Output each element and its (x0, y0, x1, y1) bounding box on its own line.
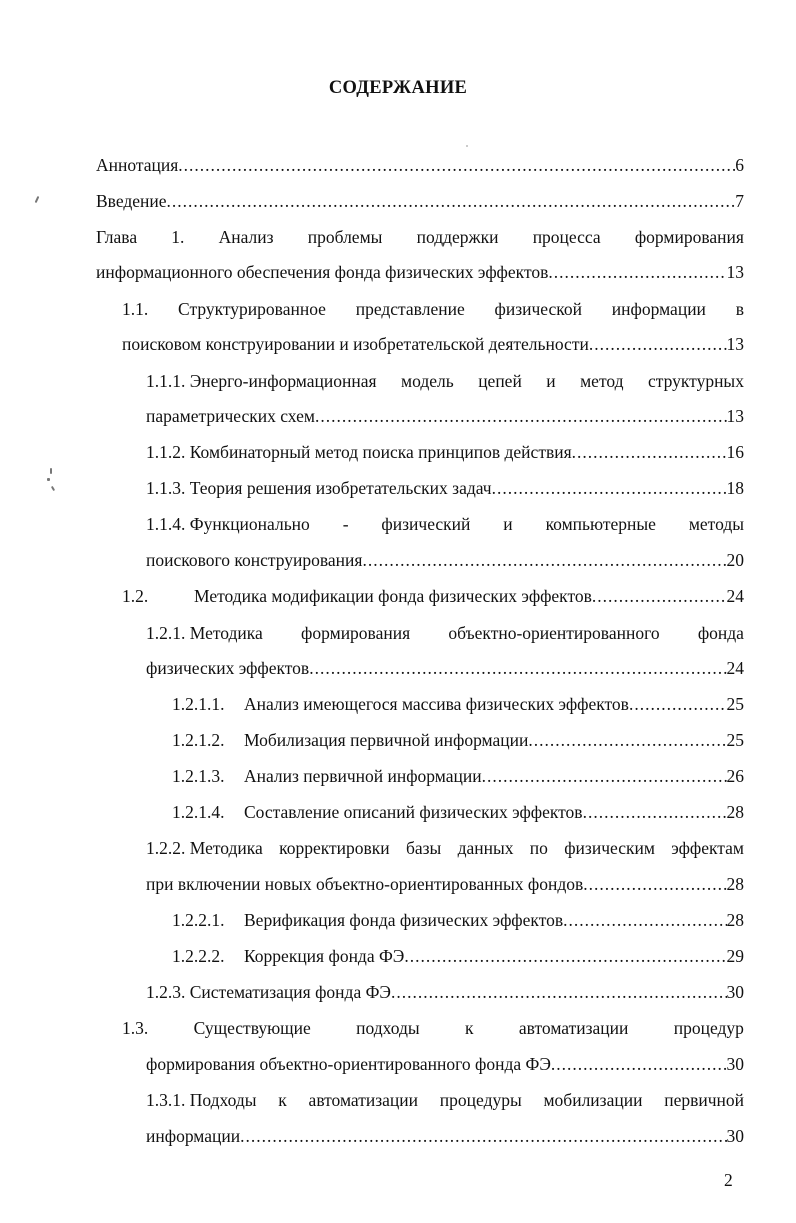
toc-leader (178, 152, 735, 178)
word: цепей (478, 371, 522, 391)
word: процесса (532, 227, 601, 247)
toc-entry-1-1-3[interactable] (146, 475, 744, 501)
toc-entry-text: 1.2.3. Систематизация фонда ФЭ (146, 982, 391, 1002)
toc-leader (583, 799, 727, 825)
toc-entry-number: 1.3.1. (146, 1090, 186, 1110)
toc-entry-introduction[interactable] (96, 188, 744, 214)
word: физической (494, 299, 582, 319)
toc-leader (240, 1123, 726, 1149)
toc-page-number: 6 (735, 155, 744, 175)
word: 1. (171, 227, 185, 247)
toc-entry-text: 1.1.2. Комбинаторный метод поиска принципов действия (146, 442, 572, 462)
toc-entry-text: при включении новых объектно-ориентированных фондов (146, 874, 584, 894)
toc-page-number: 26 (726, 766, 744, 786)
toc-entry-1-2-1-line1[interactable] (146, 620, 744, 646)
word: автоматизации (518, 1018, 629, 1038)
toc-entry-1-1-line1[interactable] (122, 296, 744, 322)
toc-entry-1-1-1-line2[interactable] (146, 403, 744, 429)
word: физический (381, 514, 471, 534)
scan-speck (50, 468, 52, 474)
word: в (735, 299, 744, 319)
toc-leader (362, 547, 726, 573)
word: и (546, 371, 556, 391)
toc-entry-text: 1.2.1.2. Мобилизация первичной информации (172, 727, 528, 753)
toc-leader (492, 475, 727, 501)
toc-entry-number: 1.1.3. (146, 478, 186, 498)
toc-page-number: 20 (726, 550, 744, 570)
toc-entry-text: физических эффектов (146, 658, 310, 678)
word: 1.2.2. Методика (146, 838, 263, 858)
toc-leader (528, 727, 726, 753)
toc-leader (482, 763, 727, 789)
word: 1.1.4. Функционально (146, 514, 310, 534)
word: Анализ (218, 227, 274, 247)
word: подходы (356, 1018, 420, 1038)
scan-speck (47, 478, 50, 481)
word: к (465, 1018, 474, 1038)
toc-page-number: 16 (726, 442, 744, 462)
toc-leader (404, 943, 726, 969)
word: процедур (673, 1018, 744, 1038)
toc-entry-number: 1.1.4. (146, 514, 186, 534)
toc-entry-number: 1.1.1. (146, 371, 186, 391)
toc-entry-1-1-4-line2[interactable] (146, 547, 744, 573)
toc-entry-text: Введение (96, 191, 167, 211)
word: по (529, 838, 548, 858)
word: структурных (647, 371, 744, 391)
word: Структурированное (178, 299, 326, 319)
word: Существующие (193, 1018, 311, 1038)
toc-page-number: 13 (726, 406, 744, 426)
word: - (342, 514, 349, 534)
toc-entry-number: 1.3. (122, 1018, 149, 1038)
toc-entry-1-3-1-line1[interactable] (146, 1087, 744, 1113)
word: объектно-ориентированного (448, 623, 660, 643)
toc-page-number: 29 (726, 946, 744, 966)
word: формирования (301, 623, 411, 643)
toc-leader (589, 331, 727, 357)
word: первичной (664, 1090, 744, 1110)
toc-leader (548, 259, 726, 285)
scan-speck (51, 486, 55, 491)
toc-entry-text: 1.2.1.1. Анализ имеющегося массива физических эффектов (172, 691, 629, 717)
toc-page-number: 24 (726, 658, 744, 678)
word: метод (580, 371, 624, 391)
toc-page-number: 30 (726, 1054, 744, 1074)
toc-entry-text: 1.2.2.1. Верификация фонда физических эффектов (172, 907, 563, 933)
toc-leader (572, 439, 727, 465)
toc-leader (315, 403, 727, 429)
toc-leader (309, 655, 726, 681)
toc-entry-number: 1.2.1.3. (172, 766, 225, 786)
word: к (278, 1090, 287, 1110)
toc-leader (391, 979, 727, 1005)
word: представление (355, 299, 465, 319)
toc-leader (583, 871, 726, 897)
toc-entry-1-3-line2[interactable] (146, 1051, 744, 1077)
scan-speck (466, 145, 468, 147)
toc-entry-1-3-1-line2[interactable] (146, 1123, 744, 1149)
toc-entry-text: формирования объектно-ориентированного фонда ФЭ (146, 1054, 551, 1074)
toc-entry-1-2-2-1[interactable] (172, 907, 744, 933)
toc-entry-text: 1.2.1.4. Составление описаний физических эффектов (172, 799, 583, 825)
word: эффектам (671, 838, 744, 858)
toc-entry-number: 1.2.2.1. (172, 910, 225, 930)
toc-entry-annotation[interactable] (96, 152, 744, 178)
toc-entry-1-2-1-3[interactable] (172, 763, 744, 789)
toc-leader (563, 907, 726, 933)
toc-entry-chapter-1-line1[interactable] (96, 224, 744, 250)
toc-entry-number: 1.2.1. (146, 623, 186, 643)
word: данных (457, 838, 514, 858)
toc-entry-1-2-2-line1[interactable] (146, 835, 744, 861)
word: методы (688, 514, 744, 534)
word: формирования (634, 227, 744, 247)
scan-speck (35, 196, 40, 203)
toc-entry-text: поискового конструирования (146, 550, 363, 570)
toc-entry-1-1-1-line1[interactable] (146, 368, 744, 394)
toc-entry-1-2-1-line2[interactable] (146, 655, 744, 681)
toc-leader (167, 188, 736, 214)
toc-entry-number: 1.2.2.2. (172, 946, 225, 966)
toc-entry-number: 1.2.2. (146, 838, 186, 858)
toc-page-number: 30 (726, 982, 744, 1002)
toc-leader (592, 583, 727, 609)
toc-entry-text: Аннотация (96, 155, 179, 175)
toc-entry-text: поисковом конструировании и изобретательской деятельности (122, 334, 589, 354)
toc-entry-number: 1.2.1.1. (172, 694, 225, 714)
word: базы (405, 838, 442, 858)
word: информации (611, 299, 706, 319)
page-number: 2 (724, 1170, 733, 1190)
word: фонда (697, 623, 744, 643)
toc-entry-text: 1.2.2.2. Коррекция фонда ФЭ (172, 943, 404, 969)
word: 1.2.1. Методика (146, 623, 263, 643)
toc-entry-text: информационного обеспечения фонда физических эффектов (96, 262, 549, 282)
toc-entry-1-2-3[interactable] (146, 979, 744, 1005)
word: корректировки (279, 838, 390, 858)
toc-entry-number: 1.1. (122, 299, 149, 319)
toc-entry-number: 1.1.2. (146, 442, 186, 462)
word: Глава (96, 227, 138, 247)
word: мобилизации (543, 1090, 643, 1110)
toc-page-number: 18 (726, 478, 744, 498)
toc-page-number: 25 (726, 730, 744, 750)
toc-page-number: 30 (726, 1126, 744, 1146)
toc-entry-text: параметрических схем (146, 406, 315, 426)
toc-entry-text: 1.2.1.3. Анализ первичной информации (172, 763, 482, 789)
toc-page-number: 7 (735, 191, 744, 211)
toc-entry-number: 1.2.1.2. (172, 730, 225, 750)
toc-entry-1-2[interactable] (122, 583, 744, 609)
page-title: СОДЕРЖАНИЕ (328, 78, 468, 98)
toc-entry-number: 1.2.1.4. (172, 802, 225, 822)
toc-entry-chapter-1-line2[interactable] (96, 259, 744, 285)
toc-entry-1-1-4-line1[interactable] (146, 511, 744, 537)
toc-entry-number: 1.2. (122, 586, 149, 606)
toc-page-number: 13 (726, 334, 744, 354)
toc-entry-1-3-line1[interactable] (122, 1015, 744, 1041)
toc-entry-1-2-1-1[interactable] (172, 691, 744, 717)
toc-page-number: 28 (726, 874, 744, 894)
word: 1.3.1. Подходы (146, 1090, 257, 1110)
toc-entry-1-1-line2[interactable] (122, 331, 744, 357)
toc-entry-text: 1.2. Методика модификации фонда физических эффектов (122, 583, 592, 609)
toc-entry-text: 1.1.3. Теория решения изобретательских задач (146, 478, 492, 498)
word: процедуры (439, 1090, 522, 1110)
word: физическим (564, 838, 655, 858)
toc-entry-1-1-2[interactable] (146, 439, 744, 465)
toc-page-number: 28 (726, 910, 744, 930)
word: поддержки (416, 227, 499, 247)
toc-leader (551, 1051, 727, 1077)
toc-page-number: 25 (726, 694, 744, 714)
word: 1.1.1. Энерго-информационная (146, 371, 377, 391)
word: компьютерные (545, 514, 656, 534)
word: модель (401, 371, 454, 391)
toc-page-number: 24 (726, 586, 744, 606)
word: проблемы (307, 227, 383, 247)
toc-entry-1-2-2-2[interactable] (172, 943, 744, 969)
toc-entry-1-2-1-2[interactable] (172, 727, 744, 753)
toc-entry-1-2-2-line2[interactable] (146, 871, 744, 897)
toc-page-number: 28 (726, 802, 744, 822)
toc-entry-text: информации (146, 1126, 241, 1146)
word: и (503, 514, 513, 534)
toc-leader (629, 691, 727, 717)
word: автоматизации (308, 1090, 419, 1110)
toc-entry-1-2-1-4[interactable] (172, 799, 744, 825)
toc-entry-number: 1.2.3. (146, 982, 186, 1002)
toc-page-number: 13 (726, 262, 744, 282)
